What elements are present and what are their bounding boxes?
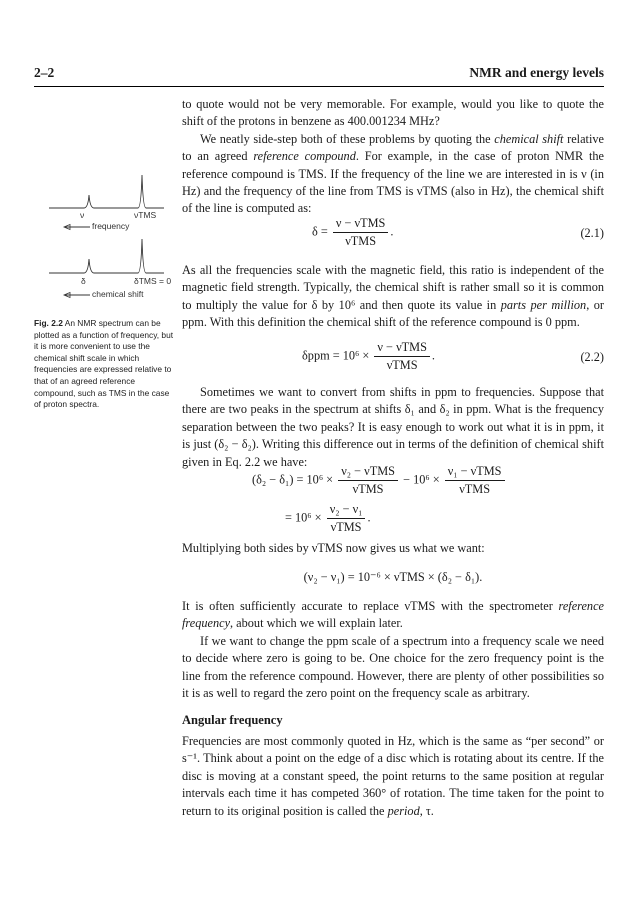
paragraph-4: Sometimes we want to convert from shifts in ppm to frequencies. Suppose that there are two peaks in the spectrum at shifts δ₁ and δ₂ in ppm. What is the frequency separation between the two peaks? It is easy enough to work out what it is in ppm, it is just (δ₂ − δ₂). Writing this difference out in terms of the definition of chemical shift given in Eq. 2.2 we have: bbox=[182, 385, 604, 469]
paragraph-8 bbox=[182, 733, 604, 820]
eq1-denominator: νTMS bbox=[345, 234, 377, 248]
paragraph-1: to quote would not be very memorable. For example, would you like to quote the shift of the protons in benzene as 400.001234 MHz? bbox=[182, 97, 604, 129]
p3-em-ppm: parts per million bbox=[500, 297, 587, 312]
equation-2-2: δppm = 10⁶ × $\frac{\text{ν − νTMS}}{\text{νTMS}}$ . (2.2) bbox=[302, 340, 604, 372]
eq3-lhs: (δ₂ − δ₁) = 10⁶ × bbox=[252, 472, 334, 487]
p6-a: It is often sufficiently accurate to replace νTMS with the spectrometer bbox=[182, 599, 559, 613]
paragraph-6 bbox=[182, 598, 604, 633]
p3-a: As all the frequencies scale with the magnetic field, this ratio is independent of the magnetic field strength. Typically, the chemical shift is rather small so it is common to multiply the value for δ by 10⁶ and then quote its value in bbox=[182, 263, 604, 312]
p2-em-chemical-shift: chemical shift bbox=[494, 131, 564, 146]
body-block-2 bbox=[182, 262, 604, 332]
eq3-numerator-2: ν₁ − νTMS bbox=[445, 464, 505, 481]
eq2-numerator: ν − νTMS bbox=[374, 340, 430, 357]
body-block-6 bbox=[182, 733, 604, 820]
figure-caption bbox=[34, 318, 176, 411]
eq2-denominator: νTMS bbox=[386, 358, 418, 372]
eq3-denominator-2: νTMS bbox=[459, 482, 491, 496]
bottom-spectrum-trace bbox=[49, 239, 164, 273]
p2-b: relative to an agreed bbox=[182, 131, 604, 164]
body-block-1 bbox=[182, 96, 604, 218]
eq4-lhs: = 10⁶ × bbox=[285, 510, 322, 525]
page-number: 2–2 bbox=[34, 65, 55, 80]
body-block-5 bbox=[182, 598, 604, 702]
eq2-lhs: δppm = 10⁶ × bbox=[302, 348, 370, 363]
label-frequency: frequency bbox=[92, 221, 130, 231]
p8-a: Frequencies are most commonly quoted in Hz, which is the same as “per second” or s⁻¹. Think about a point on the edge of a disc which is rotating about its centre. If the disc is moving at a constant speed, the point returns to the same position at regular intervals each time it has competed 360° of rotation. The time taken for the point to return to its original position is called the bbox=[182, 734, 604, 818]
top-spectrum-trace bbox=[49, 175, 164, 208]
eq3-numerator-1: ν₂ − νTMS bbox=[338, 464, 398, 481]
p3-b: , or ppm. With this definition the chemical shift of the reference compound is 0 ppm. bbox=[182, 297, 604, 330]
running-title: NMR and energy levels bbox=[469, 65, 604, 80]
eq1-numerator: ν − νTMS bbox=[333, 216, 389, 233]
caption-label: Fig. 2.2 bbox=[34, 318, 63, 328]
p2-em-reference-compound: reference compound bbox=[253, 149, 356, 164]
label-nu-tms: νTMS bbox=[134, 210, 157, 220]
paragraph-2 bbox=[182, 131, 604, 218]
label-delta: δ bbox=[81, 276, 86, 286]
p8-em-period: period bbox=[387, 803, 420, 818]
eq2-number: (2.2) bbox=[580, 350, 604, 364]
eq3-denominator-1: νTMS bbox=[352, 482, 384, 496]
eq4-denominator: νTMS bbox=[330, 520, 362, 534]
header-rule bbox=[34, 86, 604, 87]
paragraph-3 bbox=[182, 262, 604, 332]
equation-3 bbox=[182, 464, 604, 504]
equation-4: = 10⁶ × $\frac{\text{ν₂ − ν₁}}{\text{νTMS}}$ . bbox=[285, 502, 371, 534]
label-nu: ν bbox=[80, 210, 85, 220]
section-title: Angular frequency bbox=[182, 713, 283, 727]
p8-b: , τ. bbox=[419, 803, 434, 818]
figure-2-2 bbox=[34, 175, 184, 315]
label-chemical-shift: chemical shift bbox=[92, 289, 144, 299]
p6-em-reference-frequency: reference frequency bbox=[182, 599, 604, 631]
body-block-4 bbox=[182, 540, 604, 557]
eq3-middle: − 10⁶ × bbox=[403, 472, 440, 487]
caption-text: An NMR spectrum can be plotted as a function of frequency, but it is more convenient to use the chemical shift scale in which frequencies are expressed relative to that of an agreed reference compound, such as TMS in the case of proton spectra. bbox=[34, 318, 174, 410]
eq4-numerator: ν₂ − ν₁ bbox=[327, 502, 366, 519]
eq1-lhs: δ = bbox=[312, 224, 328, 239]
label-delta-tms: δTMS = 0 bbox=[134, 276, 172, 286]
eq5-text: (ν₂ − ν₁) = 10⁻⁶ × νTMS × (δ₂ − δ₁). bbox=[303, 570, 483, 584]
page-header bbox=[34, 65, 604, 83]
paragraph-5: Multiplying both sides by νTMS now gives us what we want: bbox=[182, 541, 485, 555]
p2-a: We neatly side-step both of these problems by quoting the bbox=[200, 131, 495, 146]
eq1-number: (2.1) bbox=[580, 226, 604, 240]
equation-5 bbox=[182, 570, 604, 585]
p2-c: . For example, in the case of proton NMR the reference compound is TMS. If the frequency of the line we are interested in is ν (in Hz) and the frequency of the line from TMS is νTMS (also in Hz), the chemical shift of the line is computed as: bbox=[182, 149, 604, 216]
body-block-3 bbox=[182, 384, 604, 471]
equation-2-1: δ = $\frac{\text{ν − νTMS}}{\text{νTMS}}$ . (2.1) bbox=[312, 216, 604, 248]
paragraph-7: If we want to change the ppm scale of a spectrum into a frequency scale we need to decide where zero is going to be. One choice for the zero frequency point is the line from the reference compound. However, there are plenty of other possibilities so it is as well to regard the zero point on the frequency scale as arbitrary. bbox=[182, 633, 604, 701]
p6-b: , about which we will explain later. bbox=[230, 616, 403, 631]
